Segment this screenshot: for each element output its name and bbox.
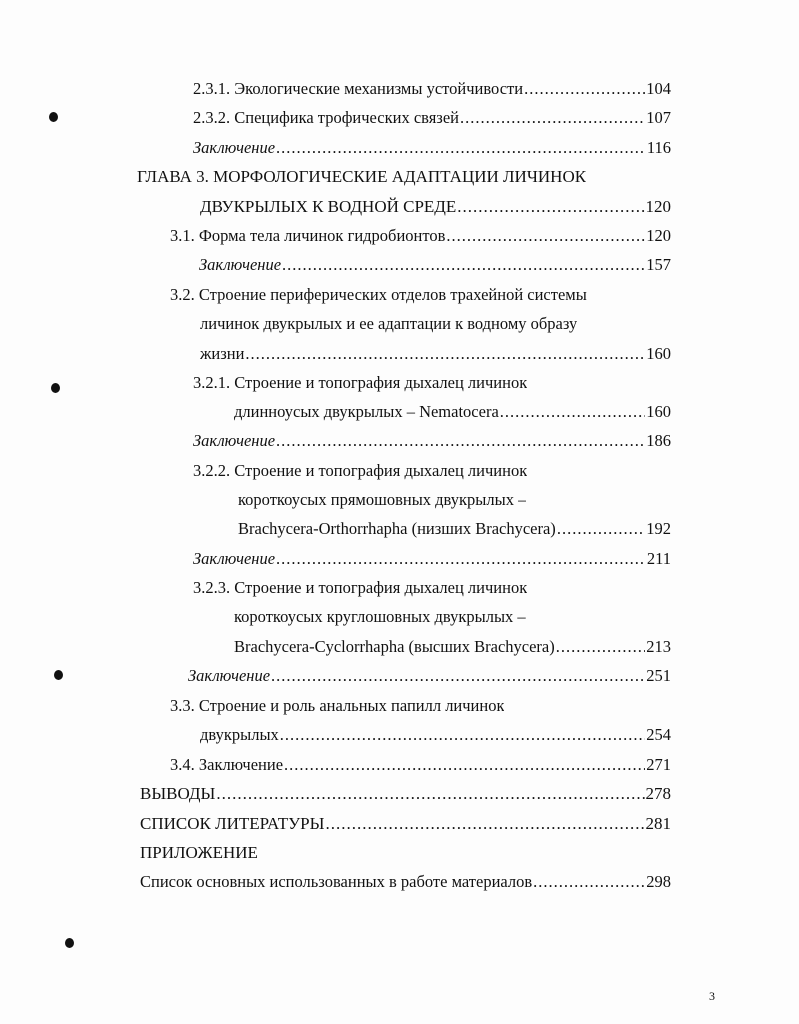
- toc-entry-title: Заключение: [193, 431, 276, 450]
- leader-dots: [457, 197, 644, 217]
- toc-entry: [200, 725, 671, 745]
- toc-entry-title: Заключение: [193, 138, 276, 157]
- leader-dots: [276, 138, 646, 158]
- toc-entry-page: 298: [646, 872, 671, 891]
- toc-entry-title: жизни: [200, 344, 245, 363]
- scan-mark: [65, 938, 74, 948]
- toc-entry: [234, 402, 671, 422]
- toc-entry-title: СПИСОК ЛИТЕРАТУРЫ: [140, 814, 325, 833]
- toc-entry-title: 3.2.1. Строение и топография дыхалец личинок: [193, 373, 528, 392]
- leader-dots: [271, 666, 645, 686]
- toc-entry: [170, 226, 671, 246]
- leader-dots: [276, 549, 646, 569]
- toc-entry-title: двукрылых: [200, 725, 279, 744]
- toc-entry-page: 160: [646, 344, 671, 363]
- toc-entry-page: 107: [646, 108, 671, 127]
- toc-entry: [170, 755, 671, 775]
- scan-mark: [51, 383, 60, 393]
- toc-entry: [238, 519, 671, 539]
- toc-entry: [193, 431, 671, 451]
- leader-dots: [556, 637, 646, 657]
- leader-dots: [500, 402, 645, 422]
- toc-entry-title: 3.3. Строение и роль анальных папилл личинок: [170, 696, 505, 715]
- toc-entry-page: 281: [645, 814, 671, 833]
- leader-dots: [533, 872, 645, 892]
- leader-dots: [280, 725, 645, 745]
- toc-entry-page: 213: [646, 637, 671, 656]
- toc-entry-title: Brachycera-Cyclorrhapha (высших Brachycera): [234, 637, 555, 656]
- toc-entry-page: 120: [645, 197, 671, 216]
- toc-entry: [140, 872, 671, 892]
- toc-entry-title: 2.3.1. Экологические механизмы устойчивости: [193, 79, 524, 98]
- scan-mark: [54, 670, 63, 680]
- toc-entry-title: 2.3.2. Специфика трофических связей: [193, 108, 459, 127]
- toc-entry: [200, 344, 671, 364]
- leader-dots: [276, 431, 645, 451]
- toc-entry-title: личинок двукрылых и ее адаптации к водному образу: [200, 314, 578, 333]
- leader-dots: [557, 519, 645, 539]
- toc-entry: [193, 79, 671, 99]
- toc-entry: [234, 637, 671, 657]
- leader-dots: [325, 814, 644, 834]
- toc-entry-title: длинноусых двукрылых – Nematocera: [234, 402, 499, 421]
- toc-entry-page: 251: [646, 666, 671, 685]
- leader-dots: [524, 79, 645, 99]
- toc-entry-page: 104: [646, 79, 671, 98]
- toc-entry-title: 3.2.3. Строение и топография дыхалец личинок: [193, 578, 528, 597]
- toc-entry-title: ВЫВОДЫ: [140, 784, 216, 803]
- page-number: 3: [709, 989, 715, 1003]
- toc-entry: [200, 197, 671, 217]
- toc-entry: [193, 108, 671, 128]
- toc-entry-title: 3.4. Заключение: [170, 755, 284, 774]
- chapter-heading: ГЛАВА 3. МОРФОЛОГИЧЕСКИЕ АДАПТАЦИИ ЛИЧИНОК: [137, 167, 587, 186]
- toc-entry-page: 192: [646, 519, 671, 538]
- toc-entry-title: ДВУКРЫЛЫХ К ВОДНОЙ СРЕДЕ: [200, 197, 457, 216]
- toc-entry-title: короткоусых прямошовных двукрылых –: [238, 490, 527, 509]
- toc-entry: [188, 666, 671, 686]
- toc-entry-title: короткоусых круглошовных двукрылых –: [234, 607, 526, 626]
- toc-entry-title: Заключение: [188, 666, 271, 685]
- toc-entry-title: Заключение: [193, 549, 276, 568]
- toc-entry-page: 160: [646, 402, 671, 421]
- leader-dots: [282, 255, 645, 275]
- leader-dots: [460, 108, 645, 128]
- toc-entry-page: 278: [645, 784, 671, 803]
- toc-entry-title: Заключение: [199, 255, 282, 274]
- toc-entry: [199, 255, 671, 275]
- toc-entry-page: 157: [646, 255, 671, 274]
- toc-entry: [140, 814, 671, 834]
- leader-dots: [216, 784, 644, 804]
- toc-entry-title: Brachycera-Orthorrhapha (низших Brachycera): [238, 519, 556, 538]
- toc-entry-page: 186: [646, 431, 671, 450]
- scan-mark: [49, 112, 58, 122]
- toc-entry-title: 3.2. Строение периферических отделов трахейной системы: [170, 285, 587, 304]
- toc-entry-title: 3.2.2. Строение и топография дыхалец личинок: [193, 461, 528, 480]
- toc-entry-title: Список основных использованных в работе материалов: [140, 872, 533, 891]
- toc-entry-page: 120: [646, 226, 671, 245]
- toc-entry: [193, 549, 671, 569]
- toc-entry: [193, 138, 671, 158]
- toc-entry-page: 254: [646, 725, 671, 744]
- leader-dots: [245, 344, 645, 364]
- toc-entry-page: 116: [646, 138, 671, 157]
- toc-entry: [140, 784, 671, 804]
- appendix-heading: ПРИЛОЖЕНИЕ: [140, 843, 258, 862]
- toc-entry-page: 211: [646, 549, 671, 568]
- toc-entry-page: 271: [646, 755, 671, 774]
- toc-entry-title: 3.1. Форма тела личинок гидробионтов: [170, 226, 446, 245]
- leader-dots: [284, 755, 645, 775]
- leader-dots: [446, 226, 645, 246]
